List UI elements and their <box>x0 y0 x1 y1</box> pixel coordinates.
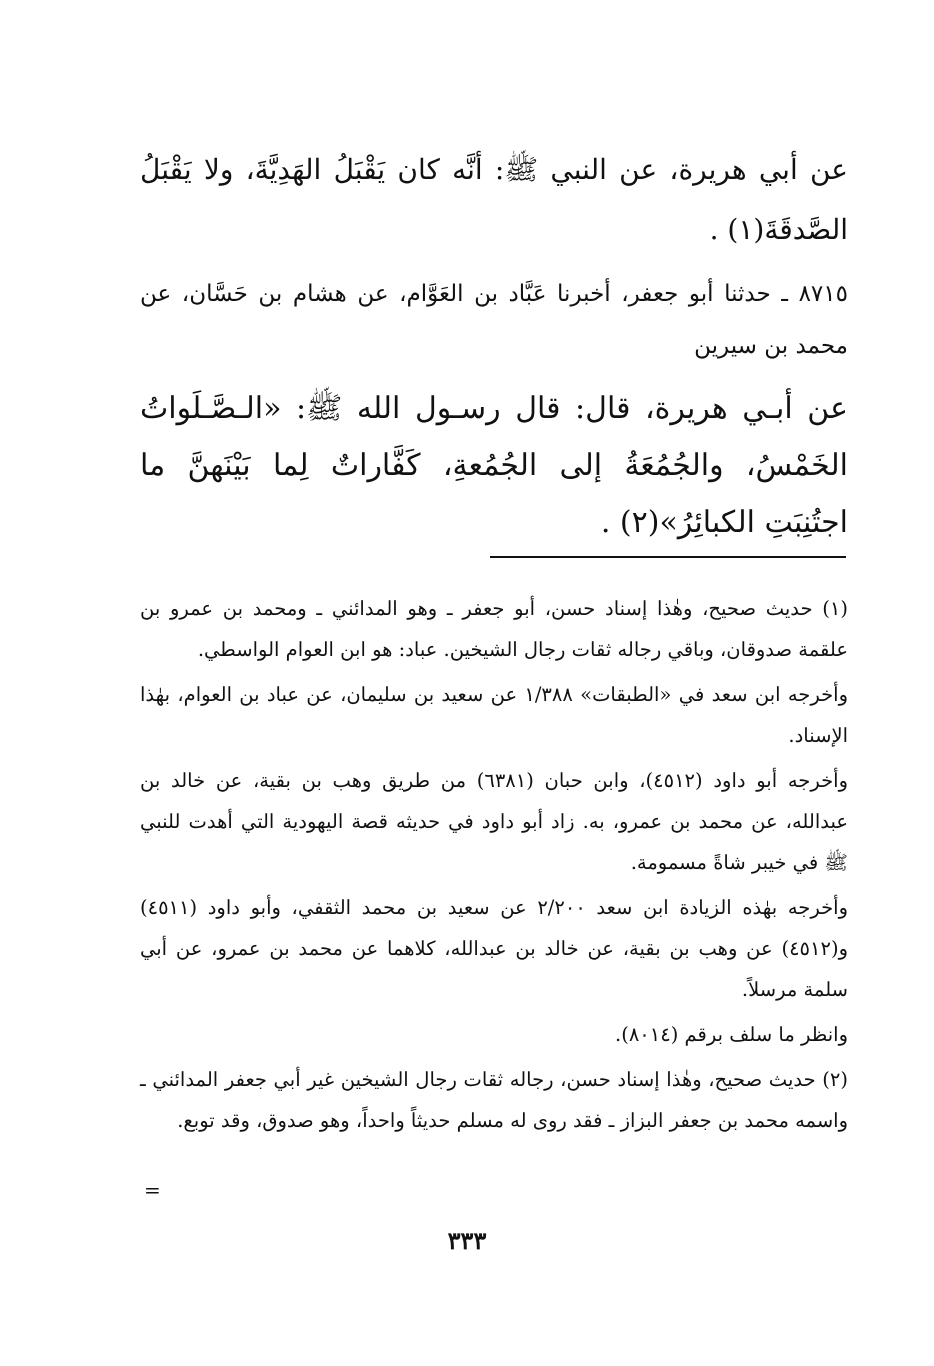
footnote-1-addition: وأخرجه بهٰذه الزيادة ابن سعد ٢/٢٠٠ عن سعيد بن محمد الثقفي، وأبو داود (٤٥١١) و(٤٥١٢) عن وهب بن بقية، عن خالد بن عبدالله، كلاهما عن محمد بن عمرو، عن أبي سلمة مرسلاً. <box>140 896 848 1001</box>
footnotes <box>140 588 848 1145</box>
main-text <box>140 140 848 551</box>
page-number: ٣٣٣ <box>447 1226 487 1255</box>
footnote-divider <box>490 556 846 558</box>
footnote-1-abu-dawud: وأخرجه أبو داود (٤٥١٢)، وابن حبان (٦٣٨١) من طريق وهب بن بقية، عن خالد بن عبدالله، عن محمد بن عمرو، به. زاد أبو داود في حديثه قصة اليهودية التي أهدت للنبي ﷺ في خيبر شاةً مسمومة. <box>140 769 848 874</box>
footnote-1: (١) حديث صحيح، وهٰذا إسناد حسن، أبو جعفر ـ وهو المدائني ـ ومحمد بن عمرو بن علقمة صدوقان، وباقي رجاله ثقات رجال الشيخين. عباد: هو ابن العوام الواسطي. <box>140 597 848 661</box>
footnote-1-see-also: وانظر ما سلف برقم (٨٠١٤). <box>615 1023 848 1046</box>
continuation-mark: = <box>144 1178 161 1202</box>
hadith-8714-text: عن أبي هريرة، عن النبي ﷺ: أنَّه كان يَقْبَلُ الهَدِيَّةَ، ولا يَقْبَلُ الصَّدقَةَ(١) . <box>140 153 848 246</box>
footnote-1-ibn-saad: وأخرجه ابن سعد في «الطبقات» ١/٣٨٨ عن سعيد بن سليمان، عن عباد بن العوام، بهٰذا الإسناد. <box>140 683 848 747</box>
hadith-8715-text: عن أبـي هريرة، قال: قال رسـول الله ﷺ: «الـصَّـلَواتُ الخَمْسُ، والجُمُعَةُ إلى الجُمُعةِ، كَفَّاراتٌ لِما بَيْنَهنَّ ما اجتُنِبَتِ الكبائِرُ»(٢) . <box>140 391 848 540</box>
footnote-2: (٢) حديث صحيح، وهٰذا إسناد حسن، رجاله ثقات رجال الشيخين غير أبي جعفر المدائني ـ واسمه محمد بن جعفر البزاز ـ فقد روى له مسلم حديثاً واحداً، وهو صدوق، وقد توبع. <box>140 1068 848 1132</box>
hadith-8715-chain: ٨٧١٥ ـ حدثنا أبو جعفر، أخبرنا عَبَّاد بن العَوَّام، عن هشام بن حَسَّان، عن محمد بن سيرين <box>140 281 848 359</box>
